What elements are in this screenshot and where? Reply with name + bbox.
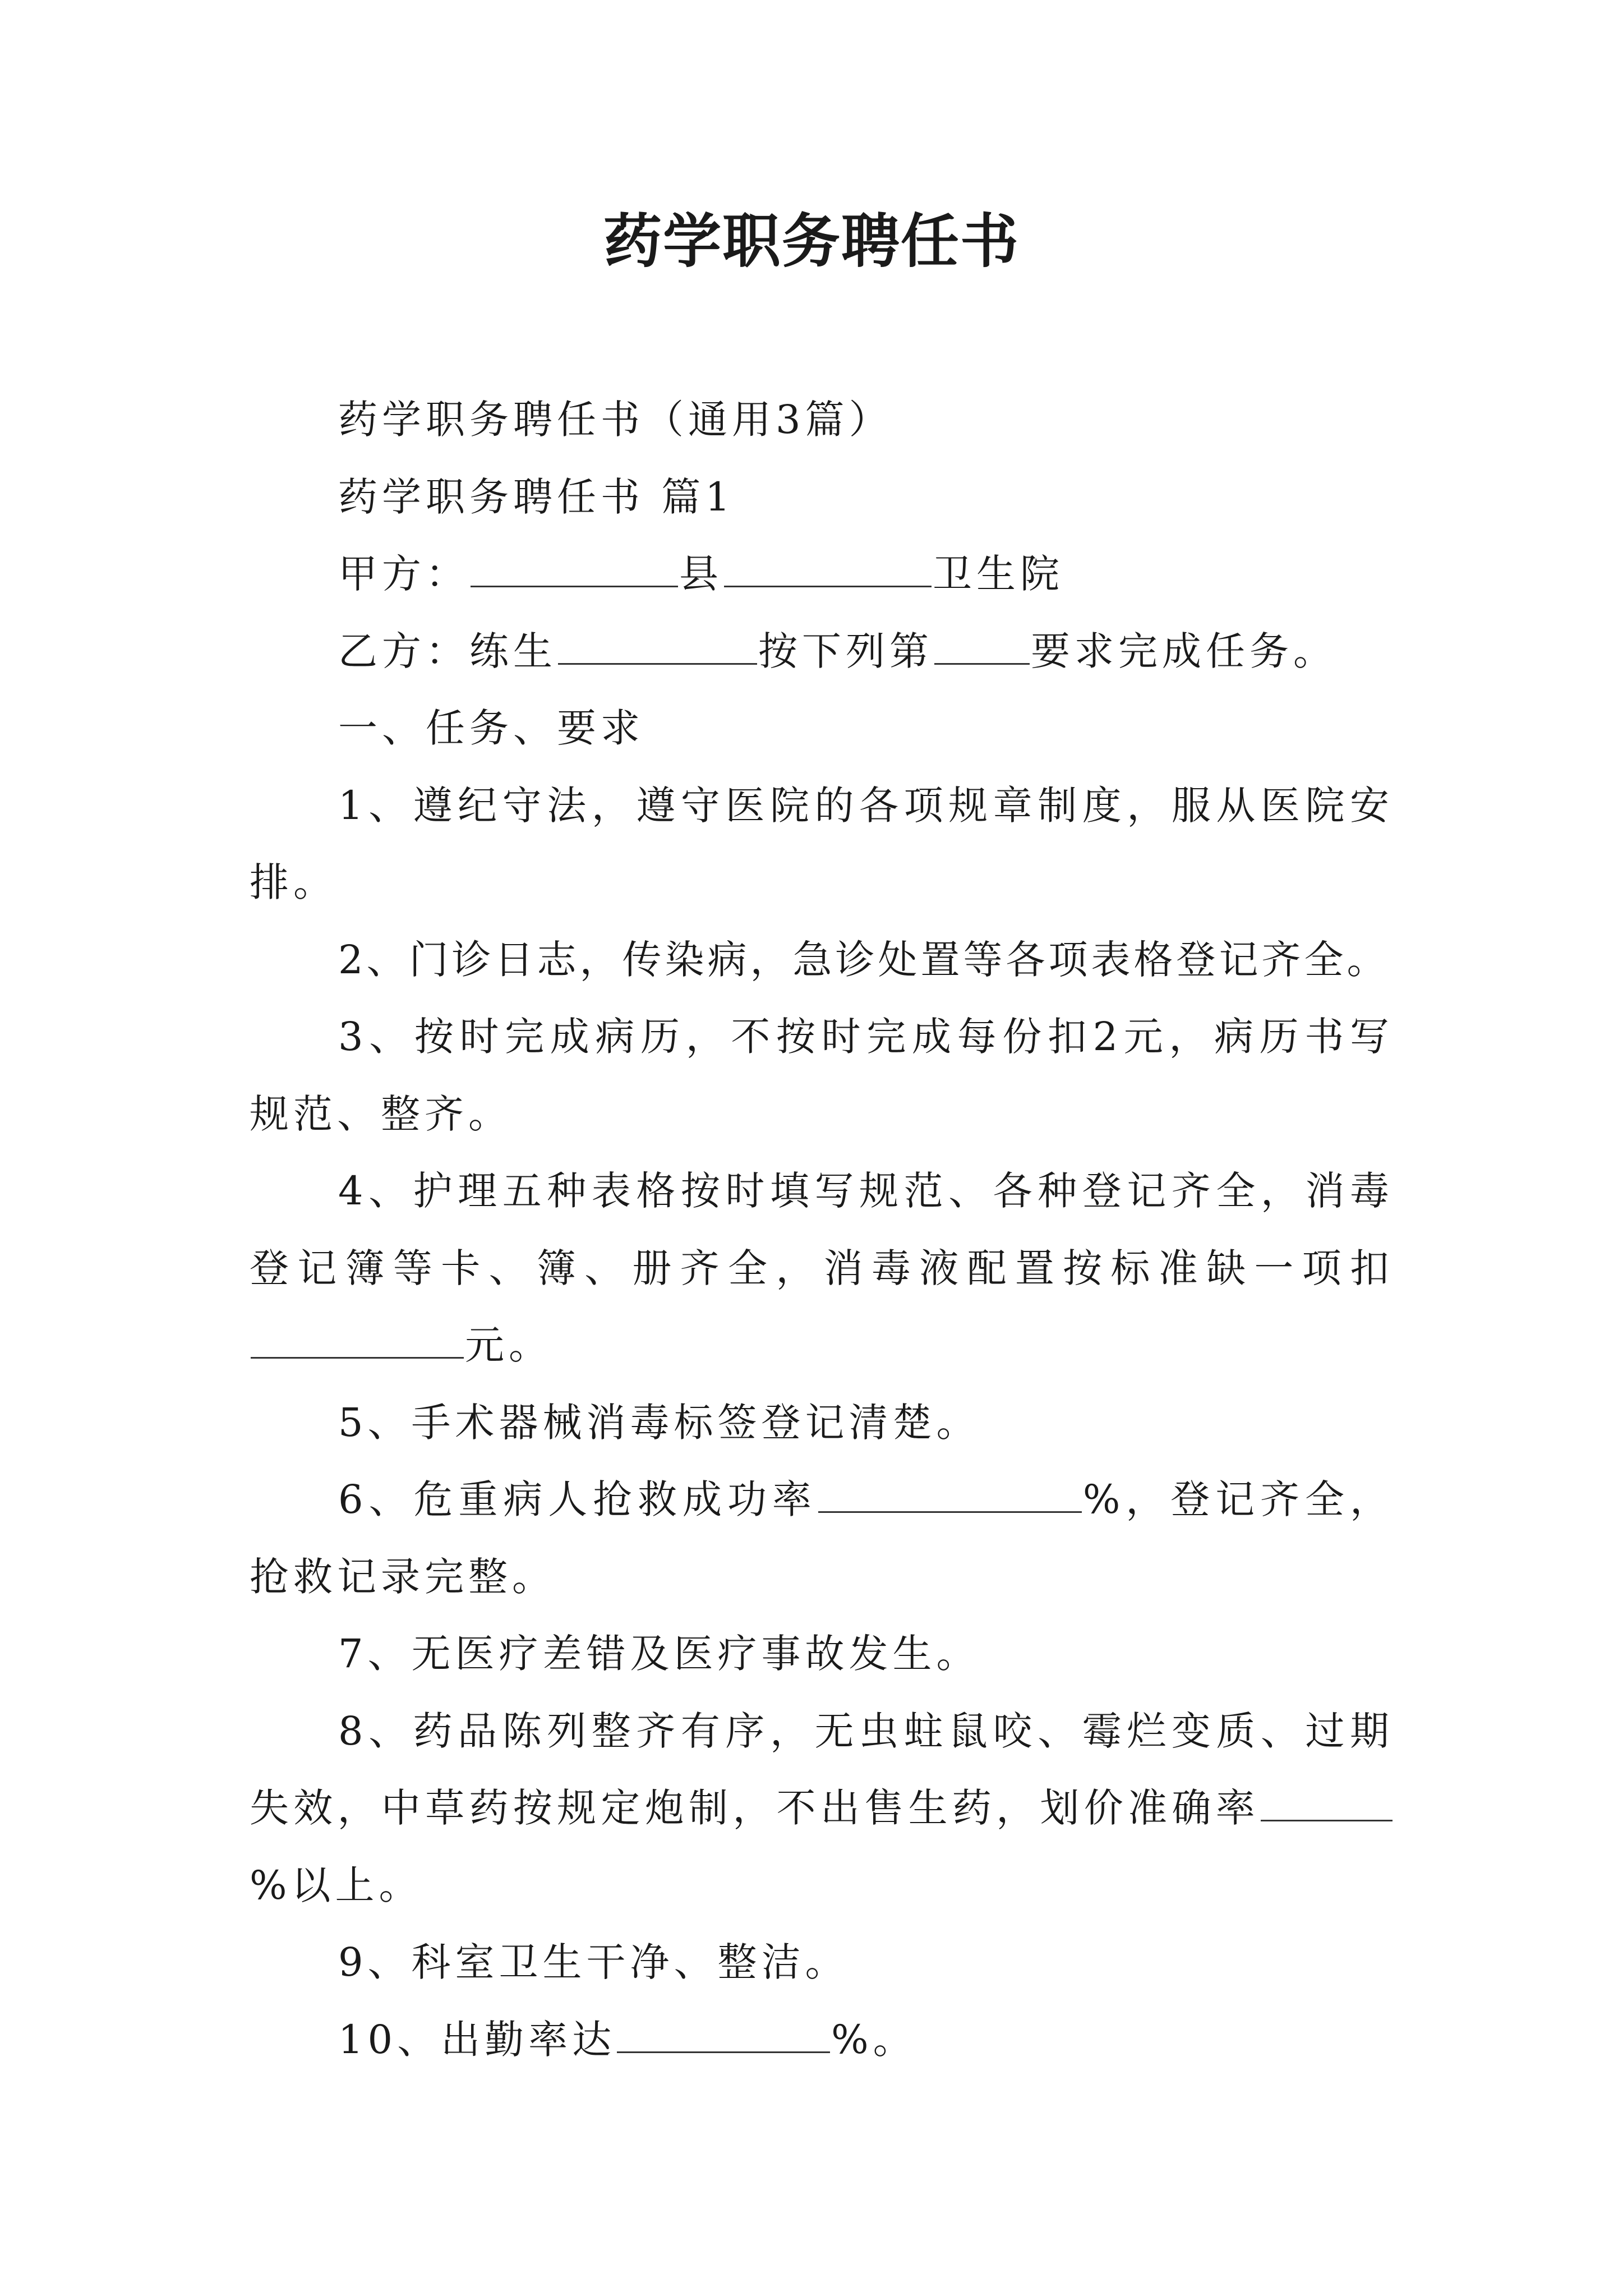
county-blank [471,549,678,587]
county-suffix: 县 [679,551,723,597]
document-body [250,381,1394,2078]
item-3: 3、按时完成病历，不按时完成每份扣2元，病历书写规范、整齐。 [250,1014,1394,1137]
item-8-text: 8、药品陈列整齐有序，无虫蛀鼠咬、霉烂变质、过期失效，中草药按规定炮制，不出售生药，划价准确率 [250,1708,1394,1831]
attendance-rate-blank [617,2014,830,2053]
party-b-middle: 按下列第 [758,628,933,674]
subtitle: 药学职务聘任书（通用3篇） [338,397,893,443]
item-4 [250,1153,1394,1384]
item-7: 7、无医疗差错及医疗事故发生。 [338,1631,980,1677]
item-6 [250,1461,1394,1616]
item-6-text: 6、危重病人抢救成功率 [338,1476,817,1522]
item-2: 2、门诊日志，传染病，急诊处置等各项表格登记齐全。 [338,936,1390,983]
part-heading: 药学职务聘任书 篇1 [338,473,735,520]
party-b-label: 乙方：练生 [338,628,557,674]
org-suffix: 卫生院 [933,551,1064,597]
party-b-line [250,613,1394,691]
party-a-line [250,536,1394,613]
pricing-rate-blank [1261,1783,1393,1821]
item-10-text: 10、出勤率达 [338,2016,616,2063]
document-title: 药学职务聘任书 [603,207,1020,275]
item-4-text: 4、护理五种表格按时填写规范、各种登记齐全，消毒登记簿等卡、簿、册齐全，消毒液配置按标准缺一项扣 [250,1168,1394,1291]
rescue-rate-blank [818,1474,1082,1513]
item-5: 5、手术器械消毒标签登记清楚。 [338,1399,980,1446]
item-4-end: 元。 [465,1322,552,1368]
deduction-blank [251,1320,464,1359]
section-heading: 一、任务、要求 [338,705,644,751]
item-9: 9、科室卫生干净、整洁。 [338,1939,849,1985]
item-10-end: %。 [831,2016,917,2063]
org-blank [724,549,932,587]
item-8 [250,1693,1394,1925]
item-8-end: %以上。 [250,1862,423,1908]
item-1: 1、遵纪守法，遵守医院的各项规章制度，服从医院安排。 [250,782,1394,905]
trainee-name-blank [558,626,757,665]
item-10 [250,2001,1394,2079]
item-number-blank [934,626,1030,665]
party-b-end: 要求完成任务。 [1031,628,1337,674]
party-a-label: 甲方： [338,551,469,597]
item-6-end: %，登记齐全，抢救记录完整。 [250,1476,1394,1600]
